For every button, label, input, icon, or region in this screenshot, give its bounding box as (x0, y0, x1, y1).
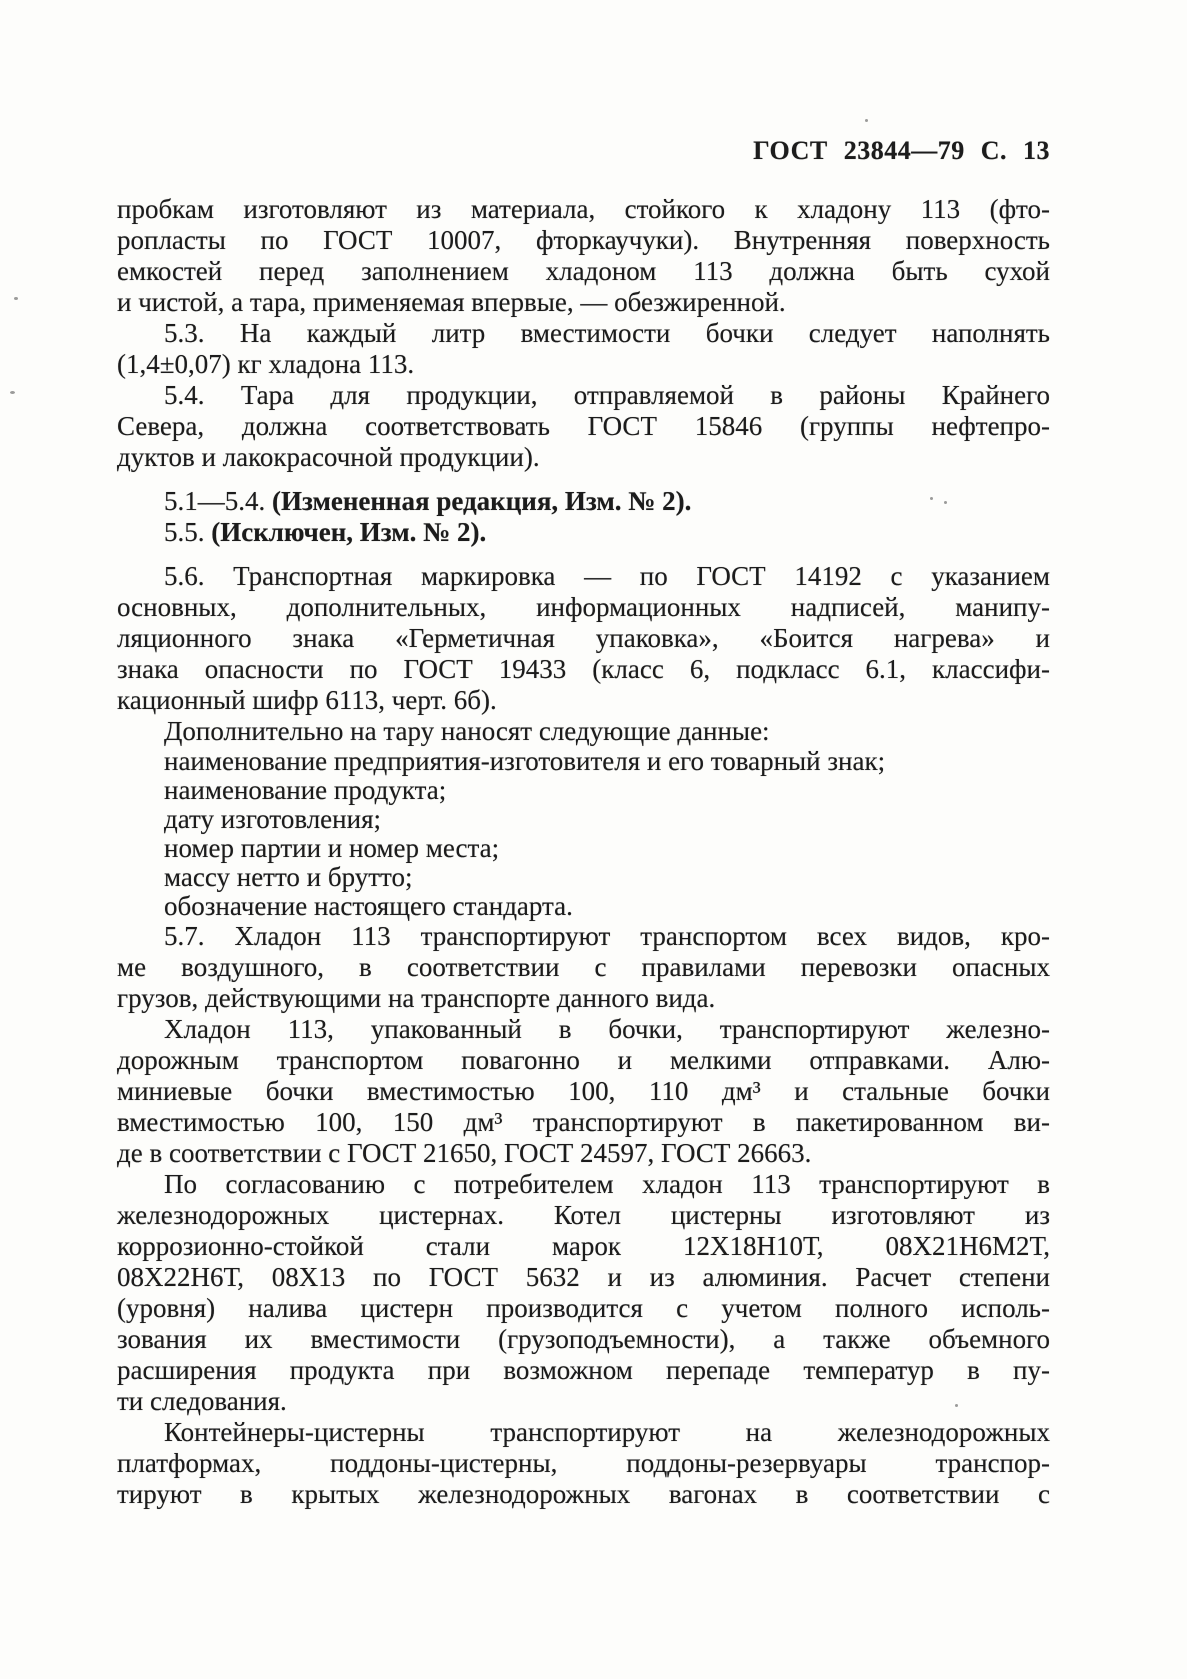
text-line: дату изготовления; (164, 804, 381, 834)
page-header (753, 136, 1050, 166)
text-line: Севера, должна соответствовать ГОСТ 15846 (группы нефтепро- (117, 411, 1050, 441)
text-line: кационный шифр 6113, черт. 6б). (117, 685, 497, 715)
text-line: дуктов и лакокрасочной продукции). (117, 442, 540, 472)
text-line: коррозионно-стойкой стали марок 12Х18Н10Т, 08Х21Н6М2Т, (117, 1231, 1050, 1261)
text-line: вместимостью 100, 150 дм³ транспортируют в пакетированном ви- (117, 1107, 1050, 1137)
text-line (117, 517, 1050, 548)
text-line: 5.3. На каждый литр вместимости бочки следует наполнять (164, 318, 1050, 348)
text-line: ти следования. (117, 1386, 287, 1416)
text-line: ляционного знака «Герметичная упаковка», «Боится нагрева» и (117, 623, 1050, 653)
document-body (117, 194, 1050, 1510)
text-line: и чистой, а тара, применяемая впервые, — обезжиренной. (117, 287, 786, 317)
doc-number-and-page: ГОСТ 23844—79 С. 13 (753, 136, 1050, 165)
text-line: пробкам изготовляют из материала, стойкого к хладону 113 (фто- (117, 194, 1050, 224)
list-item-standard (117, 892, 1050, 921)
text-line: железнодорожных цистернах. Котел цистерны изготовляют из (117, 1200, 1050, 1230)
clause-number: 5.1—5.4. (164, 486, 272, 516)
para-continuation (117, 194, 1050, 318)
para-tank-cars (117, 1169, 1050, 1417)
text-line: тируют в крытых железнодорожных вагонах в соответствии с (117, 1479, 1050, 1509)
text-line: ме воздушного, в соответствии с правилами перевозки опасных (117, 952, 1050, 982)
text-line: номер партии и номер места; (164, 833, 500, 863)
text-line: наименование предприятия-изготовителя и его товарный знак; (164, 746, 886, 776)
list-item-product (117, 776, 1050, 805)
amendment-note: (Исключен, Изм. № 2). (211, 517, 487, 547)
text-line: зования их вместимости (грузоподъемности), а также объемного (117, 1324, 1050, 1354)
para-5-3 (117, 318, 1050, 380)
amendment-note: (Измененная редакция, Изм. № 2). (272, 486, 692, 516)
text-line: наименование продукта; (164, 775, 447, 805)
list-item-batch (117, 834, 1050, 863)
amendment-5-5 (117, 517, 1050, 548)
list-item-date (117, 805, 1050, 834)
text-line: По согласованию с потребителем хладон 113 транспортируют в (164, 1169, 1050, 1199)
text-line: Хладон 113, упакованный в бочки, транспортируют железно- (164, 1014, 1050, 1044)
text-line: грузов, действующими на транспорте данного вида. (117, 983, 716, 1013)
text-line: основных, дополнительных, информационных надписей, манипу- (117, 592, 1050, 622)
text-line: (1,4±0,07) кг хладона 113. (117, 349, 415, 379)
text-line: расширения продукта при возможном перепаде температур в пу- (117, 1355, 1050, 1385)
text-line: 08Х22Н6Т, 08Х13 по ГОСТ 5632 и из алюминия. Расчет степени (117, 1262, 1050, 1292)
text-line: миниевые бочки вместимостью 100, 110 дм³ и стальные бочки (117, 1076, 1050, 1106)
text-line: дорожным транспортом повагонно и мелкими отправками. Алю- (117, 1045, 1050, 1075)
para-additional-data (117, 716, 1050, 747)
para-container-tanks (117, 1417, 1050, 1510)
text-line: Дополнительно на тару наносят следующие данные: (164, 716, 770, 746)
para-rail-transport (117, 1014, 1050, 1169)
scan-speck (865, 119, 868, 122)
para-5-4 (117, 380, 1050, 473)
text-line: де в соответствии с ГОСТ 21650, ГОСТ 24597, ГОСТ 26663. (117, 1138, 812, 1168)
text-line: Контейнеры-цистерны транспортируют на железнодорожных (164, 1417, 1050, 1447)
text-line: 5.4. Тара для продукции, отправляемой в районы Крайнего (164, 380, 1050, 410)
para-5-6 (117, 561, 1050, 716)
scan-speck (944, 501, 947, 504)
clause-number: 5.5. (164, 517, 212, 547)
text-line: (уровня) налива цистерн производится с учетом полного исполь- (117, 1293, 1050, 1323)
para-5-7 (117, 921, 1050, 1014)
scan-speck (955, 1404, 958, 1407)
amendment-5-1-5-4 (117, 486, 1050, 517)
text-line: знака опасности по ГОСТ 19433 (класс 6, подкласс 6.1, классифи- (117, 654, 1050, 684)
text-line: массу нетто и брутто; (164, 862, 413, 892)
text-line: емкостей перед заполнением хладоном 113 должна быть сухой (117, 256, 1050, 286)
text-line (117, 486, 1050, 517)
text-line: обозначение настоящего стандарта. (164, 891, 573, 921)
scan-speck (930, 497, 933, 500)
text-line: 5.6. Транспортная маркировка — по ГОСТ 14192 с указанием (164, 561, 1050, 591)
scan-speck (10, 391, 15, 394)
list-item-mass (117, 863, 1050, 892)
scan-speck (14, 297, 18, 300)
text-line: платформах, поддоны-цистерны, поддоны-резервуары транспор- (117, 1448, 1050, 1478)
list-item-manufacturer (117, 747, 1050, 776)
text-line: ропласты по ГОСТ 10007, фторкаучуки). Внутренняя поверхность (117, 225, 1050, 255)
text-line: 5.7. Хладон 113 транспортируют транспортом всех видов, кро- (164, 921, 1050, 951)
